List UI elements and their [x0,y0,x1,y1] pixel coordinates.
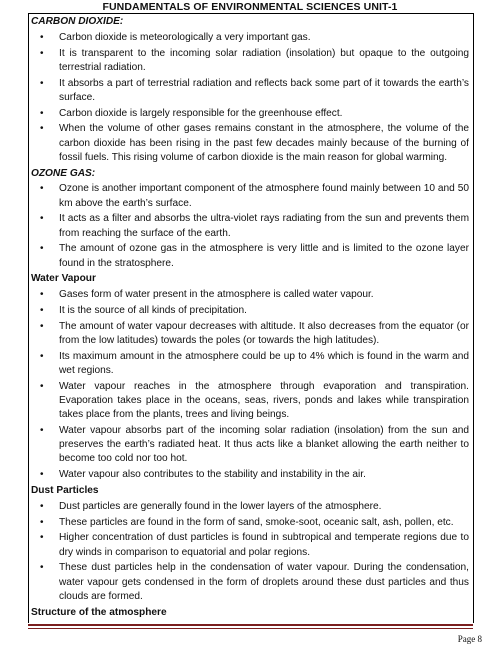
bullet-icon: • [40,47,44,59]
page-content [31,15,469,620]
bullet-icon: • [40,380,44,392]
bullet-icon: • [40,304,44,316]
list-item: • Carbon dioxide is largely responsible for the greenhouse effect. [31,107,469,121]
bullet-icon: • [40,77,44,89]
list-item: • It absorbs a part of terrestrial radiation and reflects back some part of it towards the earth’s surface. [40,77,469,103]
bullet-icon: • [40,350,44,362]
bullet-icon: • [40,500,44,512]
bullet-icon: • [40,424,44,436]
bullet-icon: • [40,107,44,119]
bullet-icon: • [40,183,44,195]
list-item: • It is the source of all kinds of precipitation. [31,304,469,318]
list-item: • The amount of water vapour decreases with altitude. It also decreases from the equator (or from the low latitudes) towards the poles (or towards the high latitudes). [40,320,469,346]
bullet-icon: • [40,123,44,135]
section-heading: Dust Particles [31,484,99,496]
list-item: • Its maximum amount in the atmosphere could be up to 4% which is found in the warm and wet regions. [40,350,469,376]
bullet-icon: • [40,243,44,255]
section-ozone-gas [31,167,469,271]
section-structure-of-atmosphere [31,606,469,620]
footer-rule-thin [28,628,473,629]
list-item: • These dust particles help in the condensation of water vapour. During the condensation, water vapour gets condensed in the form of droplets around these dust particles and thus clouds are formed. [40,562,469,602]
list-item: • Carbon dioxide is meteorologically a very important gas. [31,31,469,45]
bullet-icon: • [40,289,44,301]
bullet-icon: • [40,516,44,528]
list-item: • It acts as a filter and absorbs the ultra-violet rays radiating from the sun and prevents them from reaching the surface of the earth. [40,213,469,239]
footer-rule-thick [28,624,473,626]
section-heading: OZONE GAS: [31,167,96,179]
running-header: FUNDAMENTALS OF ENVIRONMENTAL SCIENCES UNIT-1 [102,1,398,13]
section-carbon-dioxide [31,15,469,165]
bullet-icon: • [40,31,44,43]
list-item: • Gases form of water present in the atmosphere is called water vapour. [31,288,469,302]
list-item: • Dust particles are generally found in the lower layers of the atmosphere. [31,500,469,514]
list-item: • When the volume of other gases remains constant in the atmosphere, the volume of the carbon dioxide has been rising in the past few decades mainly because of the burning of fossil fuels. This rising volume of carbon dioxide is the main reason for global warming. [40,123,469,163]
header-rule [28,13,473,14]
bullet-list [31,31,469,165]
bullet-list [31,500,469,604]
list-item: • It is transparent to the incoming solar radiation (insolation) but opaque to the outgoing terrestrial radiation. [40,47,469,73]
list-item: • Ozone is another important component of the atmosphere found mainly between 10 and 50 km above the earth’s surface. [40,183,469,209]
bullet-icon: • [40,532,44,544]
bullet-list [31,182,469,270]
bullet-icon: • [40,213,44,225]
section-dust-particles [31,484,469,604]
list-item: • The amount of ozone gas in the atmosphere is very little and is limited to the ozone layer found in the stratosphere. [40,243,469,269]
bullet-icon: • [40,469,44,481]
section-heading: Water Vapour [31,273,96,285]
list-item: • These particles are found in the form of sand, smoke-soot, oceanic salt, ash, pollen, etc. [31,516,469,530]
section-heading: Structure of the atmosphere [31,606,167,618]
list-item: • Water vapour also contributes to the stability and instability in the air. [31,468,469,482]
list-item: • Higher concentration of dust particles is found in subtropical and temperate regions due to dry winds in comparison to equatorial and polar regions. [40,532,469,558]
section-water-vapour [31,272,469,482]
bullet-list [31,288,469,482]
section-heading: CARBON DIOXIDE: [31,16,124,27]
page-number: Page 8 [457,634,482,644]
bullet-icon: • [40,320,44,332]
list-item: • Water vapour reaches in the atmosphere through evaporation and transpiration. Evaporation takes place in the oceans, seas, rivers, ponds and lakes while transpiration takes place from the plants, trees and living beings. [40,380,469,421]
bullet-icon: • [40,562,44,574]
list-item: • Water vapour absorbs part of the incoming solar radiation (insolation) from the sun and preserves the earth’s radiated heat. It thus acts like a blanket allowing the earth neither to become too cold nor too hot. [40,424,469,465]
